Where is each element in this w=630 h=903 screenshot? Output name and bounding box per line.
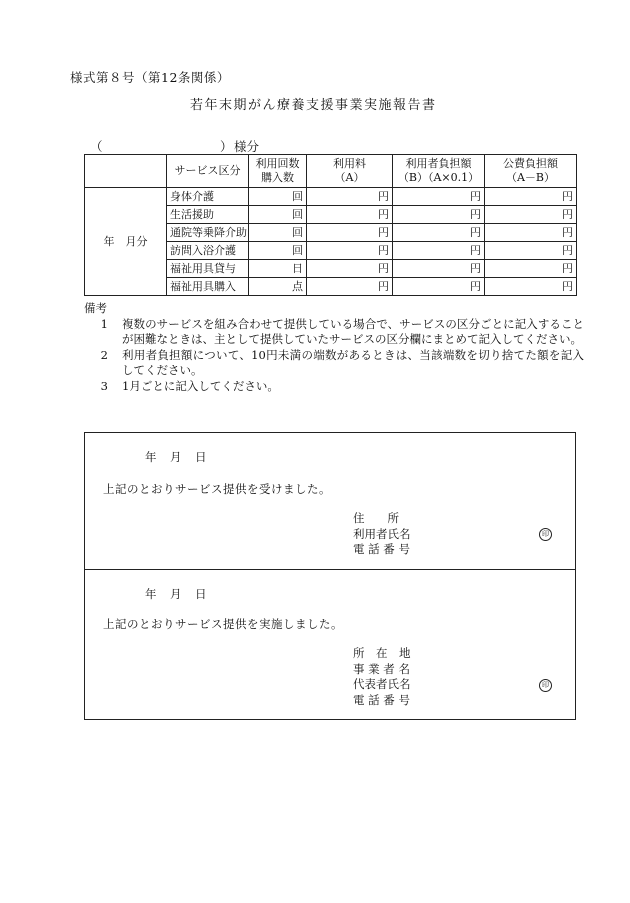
provider-field-labels [353, 646, 411, 708]
header-blank [85, 155, 167, 188]
count-cell[interactable]: 日 [249, 260, 307, 278]
period-cell[interactable]: 年 月分 [85, 188, 167, 296]
note-item [84, 379, 584, 395]
note-item [84, 317, 584, 348]
count-cell[interactable]: 点 [249, 278, 307, 296]
user-share-cell[interactable]: 円 [393, 224, 485, 242]
count-cell[interactable]: 回 [249, 224, 307, 242]
note-number: 3 [100, 378, 108, 393]
service-cell: 生活援助 [167, 206, 249, 224]
user-field-labels [353, 511, 411, 558]
phone-label: 電 話 番 号 [353, 692, 410, 707]
service-cell: 福祉用具貸与 [167, 260, 249, 278]
header-public-line1: 公費負担額 [503, 157, 558, 170]
address-label: 住 所 [353, 511, 399, 525]
user-share-cell[interactable]: 円 [393, 188, 485, 206]
notes-section [84, 301, 584, 394]
notes-heading: 備考 [84, 301, 107, 315]
fee-cell[interactable]: 円 [307, 224, 393, 242]
user-confirmation-box [84, 432, 576, 570]
service-cell: 身体介護 [167, 188, 249, 206]
count-cell[interactable]: 回 [249, 206, 307, 224]
seal-icon: 印 [539, 528, 552, 541]
header-user-line1: 利用者負担額 [405, 157, 472, 170]
header-service: サービス区分 [167, 155, 249, 188]
public-share-cell[interactable]: 円 [485, 278, 577, 296]
fee-cell[interactable]: 円 [307, 242, 393, 260]
header-count [249, 155, 307, 188]
note-text: 1月ごとに記入してください。 [122, 378, 279, 393]
header-count-line1: 利用回数 [255, 157, 300, 170]
public-share-cell[interactable]: 円 [485, 260, 577, 278]
service-cell: 通院等乗降介助 [167, 224, 249, 242]
provider-confirmation-box [84, 569, 576, 720]
user-share-cell[interactable]: 円 [393, 278, 485, 296]
header-fee-line1: 利用料 [333, 157, 366, 170]
fee-cell[interactable]: 円 [307, 206, 393, 224]
user-share-cell[interactable]: 円 [393, 242, 485, 260]
location-label: 所 在 地 [353, 646, 411, 660]
fee-cell[interactable]: 円 [307, 278, 393, 296]
header-user-line2: （B）（A×0.1） [397, 171, 480, 184]
header-public-share [485, 155, 577, 188]
service-cell: 訪問入浴介護 [167, 242, 249, 260]
header-user-share [393, 155, 485, 188]
recipient-open-paren: （ [90, 139, 103, 154]
header-fee-line2: （A） [334, 171, 365, 184]
public-share-cell[interactable]: 円 [485, 224, 577, 242]
public-share-cell[interactable]: 円 [485, 188, 577, 206]
provider-date-field[interactable]: 年 月 日 [145, 587, 208, 601]
note-text: 利用者負担額について、10円未満の端数があるときは、当該端数を切り捨てた額を記入してください。 [122, 347, 584, 377]
seal-icon: 印 [539, 679, 552, 692]
fee-cell[interactable]: 円 [307, 188, 393, 206]
user-share-cell[interactable]: 円 [393, 206, 485, 224]
business-name-label: 事 業 者 名 [353, 661, 410, 676]
user-share-cell[interactable]: 円 [393, 260, 485, 278]
user-statement: 上記のとおりサービス提供を受けました。 [103, 482, 331, 496]
note-item [84, 348, 584, 379]
recipient-close-paren: ） [220, 139, 233, 154]
public-share-cell[interactable]: 円 [485, 206, 577, 224]
header-count-line2: 購入数 [261, 171, 294, 184]
public-share-cell[interactable]: 円 [485, 242, 577, 260]
note-number: 1 [100, 316, 108, 331]
report-table [84, 154, 577, 296]
phone-label: 電 話 番 号 [353, 542, 410, 556]
recipient-suffix: 様分 [234, 139, 260, 154]
user-name-label: 利用者氏名 [353, 526, 411, 541]
table-row [85, 188, 577, 206]
representative-label: 代表者氏名 [353, 677, 411, 691]
header-fee [307, 155, 393, 188]
header-public-line2: （A－B） [505, 171, 556, 184]
count-cell[interactable]: 回 [249, 188, 307, 206]
user-date-field[interactable]: 年 月 日 [145, 450, 208, 464]
provider-statement: 上記のとおりサービス提供を実施しました。 [103, 617, 343, 631]
recipient-line [90, 137, 290, 155]
service-cell: 福祉用具購入 [167, 278, 249, 296]
table-header-row [85, 155, 577, 188]
form-number: 様式第８号（第12条関係） [70, 70, 230, 85]
count-cell[interactable]: 回 [249, 242, 307, 260]
note-text: 複数のサービスを組み合わせて提供している場合で、サービスの区分ごとに記入することが困難なときは、主として提供していたサービスの区分欄にまとめて記入してください。 [122, 316, 584, 346]
fee-cell[interactable]: 円 [307, 260, 393, 278]
document-title: 若年末期がん療養支援事業実施報告書 [190, 98, 437, 113]
note-number: 2 [100, 347, 108, 362]
